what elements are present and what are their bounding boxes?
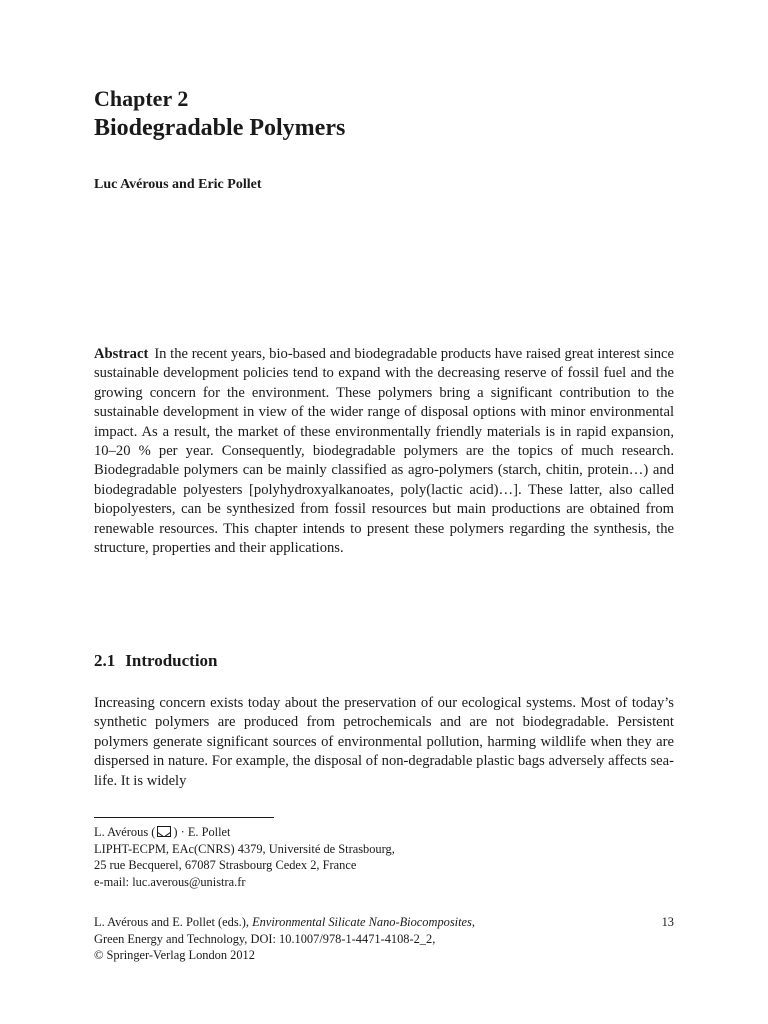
footnote-affiliation: LIPHT-ECPM, EAc(CNRS) 4379, Université de Strasbourg, bbox=[94, 841, 395, 856]
footnote-address: 25 rue Becquerel, 67087 Strasbourg Cedex 2, France bbox=[94, 858, 357, 873]
citation-editors: L. Avérous and E. Pollet (eds.), bbox=[94, 915, 253, 929]
citation-line-1 bbox=[94, 914, 475, 931]
section-number: 2.1 bbox=[94, 651, 116, 670]
citation-series-doi: Green Energy and Technology, DOI: 10.1007/978-1-4471-4108-2_2, bbox=[94, 931, 436, 946]
footnote-author-rest: ) · E. Pollet bbox=[173, 825, 231, 839]
citation-copyright: © Springer-Verlag London 2012 bbox=[94, 948, 255, 963]
page-number: 13 bbox=[661, 915, 674, 929]
chapter-number: Chapter 2 bbox=[94, 86, 189, 111]
author-footnote bbox=[94, 824, 395, 890]
section-title: Introduction bbox=[125, 651, 218, 670]
abstract-label: Abstract bbox=[94, 346, 149, 362]
citation-comma: , bbox=[471, 915, 475, 929]
abstract-text: In the recent years, bio-based and biodegradable products have raised great interest since sustainable development policies tend to expand with the decreasing reserve of fossil fuel and the growing concern for the environment. These polymers bring a significant contribution to the sustainable development in view of the wider range of disposal options with minor environmental impact. As a result, the market of these environmentally friendly materials is in rapid expansion, 10–20 % per year. Consequently, biodegradable polymers are the topics of much research. Biodegradable polymers can be mainly classified as agro-polymers (starch, chitin, protein…) and biodegradable polyesters [polyhydroxyalkanoates, poly(lactic acid)…]. These latter, also called biopolyesters, can be synthesized from fossil resources but main productions are obtained from renewable resources. This chapter intends to present these polymers regarding the synthesis, the structure, properties and their applications. bbox=[94, 346, 674, 557]
introduction-paragraph: Increasing concern exists today about the preservation of our ecological systems. Most of today’s synthetic polymers are produced from petrochemicals and are not biodegradable. Persistent polymers generate significant sources of environmental pollution, harming wildlife when they are dispersed in nature. For example, the disposal of non-degradable plastic bags adversely affects sea-life. It is widely bbox=[94, 695, 674, 789]
footnote-authors bbox=[94, 824, 395, 841]
abstract-paragraph bbox=[94, 345, 674, 558]
chapter-authors: Luc Avérous and Eric Pollet bbox=[94, 177, 262, 192]
footnote-divider bbox=[94, 817, 274, 818]
chapter-title: Biodegradable Polymers bbox=[94, 115, 346, 141]
citation-book-title: Environmental Silicate Nano-Biocomposites bbox=[252, 915, 472, 929]
footnote-author-first: L. Avérous ( bbox=[94, 825, 156, 839]
envelope-icon bbox=[157, 826, 171, 837]
section-heading bbox=[94, 650, 218, 672]
footnote-email: e-mail: luc.averous@unistra.fr bbox=[94, 874, 246, 889]
book-citation bbox=[94, 914, 475, 964]
